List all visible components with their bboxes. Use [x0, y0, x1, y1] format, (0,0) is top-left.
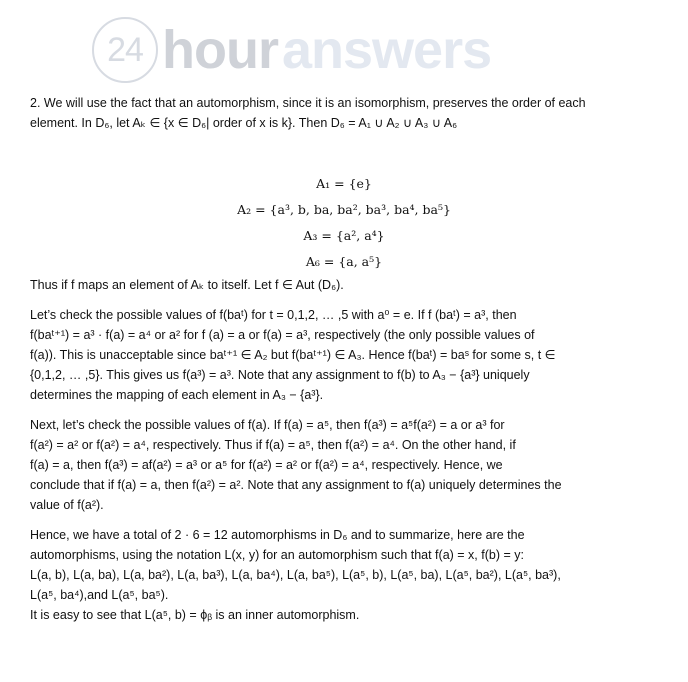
answer-content — [30, 93, 658, 625]
paragraph-2-line: f(a) = a, then f(a³) = af(a²) = a³ or a⁵ for f(a²) = a² or f(a²) = a⁴, respectively. Hence, we — [30, 458, 503, 472]
paragraph-3-line: Hence, we have a total of 2 · 6 = 12 automorphisms in D₆ and to summarize, here are the — [30, 528, 525, 542]
paragraph-2-line: Next, let’s check the possible values of f(a). If f(a) = a⁵, then f(a³) = a⁵f(a²) = a or a³ for — [30, 418, 505, 432]
equation-a1: A₁ = {e} — [316, 176, 372, 191]
intro-line-2: element. In D₆, let Aₖ ∈ {x ∈ D₆| order of x is k}. Then D₆ = A₁ ∪ A₂ ∪ A₃ ∪ A₆ — [30, 116, 458, 130]
paragraph-1-line: {0,1,2, … ,5}. This gives us f(a³) = a³. Note that any assignment to f(b) to A₃ − {a³} uniquely — [30, 368, 530, 382]
equation-a6: A₆ = {a, a⁵} — [305, 254, 383, 269]
logo-number-badge: 24 — [92, 17, 158, 83]
paragraph-1-line: f(baᵗ⁺¹) = a³ · f(a) = a⁴ or a² for f (a) = a or f(a) = a³, respectively (the only possible values of — [30, 328, 535, 342]
paragraph-3 — [30, 525, 658, 605]
logo-word-hour: hour — [162, 20, 278, 80]
paragraph-3-line: L(a⁵, ba⁴),and L(a⁵, ba⁵). — [30, 588, 169, 602]
paragraph-2-line: f(a²) = a² or f(a²) = a⁴, respectively. Thus if f(a) = a⁵, then f(a²) = a⁴. On the other hand, if — [30, 438, 516, 452]
thus-line: Thus if f maps an element of Aₖ to itself. Let f ∈ Aut (D₆). — [30, 278, 344, 292]
equation-a3: A₃ = {a², a⁴} — [303, 228, 385, 243]
paragraph-1 — [30, 305, 658, 405]
equation-block — [30, 171, 658, 275]
equation-a2: A₂ = {a³, b, ba, ba², ba³, ba⁴, ba⁵} — [237, 202, 451, 217]
final-line: It is easy to see that L(a⁵, b) = ϕᵦ is an inner automorphism. — [30, 608, 360, 622]
paragraph-1-line: f(a)). This is unacceptable since baᵗ⁺¹ ∈ A₂ but f(baᵗ⁺¹) ∈ A₃. Hence f(baᵗ) = baˢ for some s, t ∈ — [30, 348, 556, 362]
paragraph-3-line: automorphisms, using the notation L(x, y) for an automorphism such that f(a) = x, f(b) = y: — [30, 548, 524, 562]
logo-word-answers: answers — [281, 20, 492, 80]
paragraph-2-line: value of f(a²). — [30, 498, 104, 512]
paragraph-2 — [30, 415, 658, 515]
paragraph-1-line: Let’s check the possible values of f(baᵗ) for t = 0,1,2, … ,5 with a⁰ = e. If f (baᵗ) = a³, then — [30, 308, 517, 322]
paragraph-1-line: determines the mapping of each element in A₃ − {a³}. — [30, 388, 324, 402]
paragraph-2-line: conclude that if f(a) = a, then f(a²) = a². Note that any assignment to f(a) uniquely determines the — [30, 478, 562, 492]
intro-line-1: 2. We will use the fact that an automorphism, since it is an isomorphism, preserves the order of each — [30, 96, 586, 110]
paragraph-3-line: L(a, b), L(a, ba), L(a, ba²), L(a, ba³), L(a, ba⁴), L(a, ba⁵), L(a⁵, b), L(a⁵, ba), L(a⁵, ba²), L(a⁵, ba³), — [30, 568, 561, 582]
logo — [92, 16, 491, 84]
